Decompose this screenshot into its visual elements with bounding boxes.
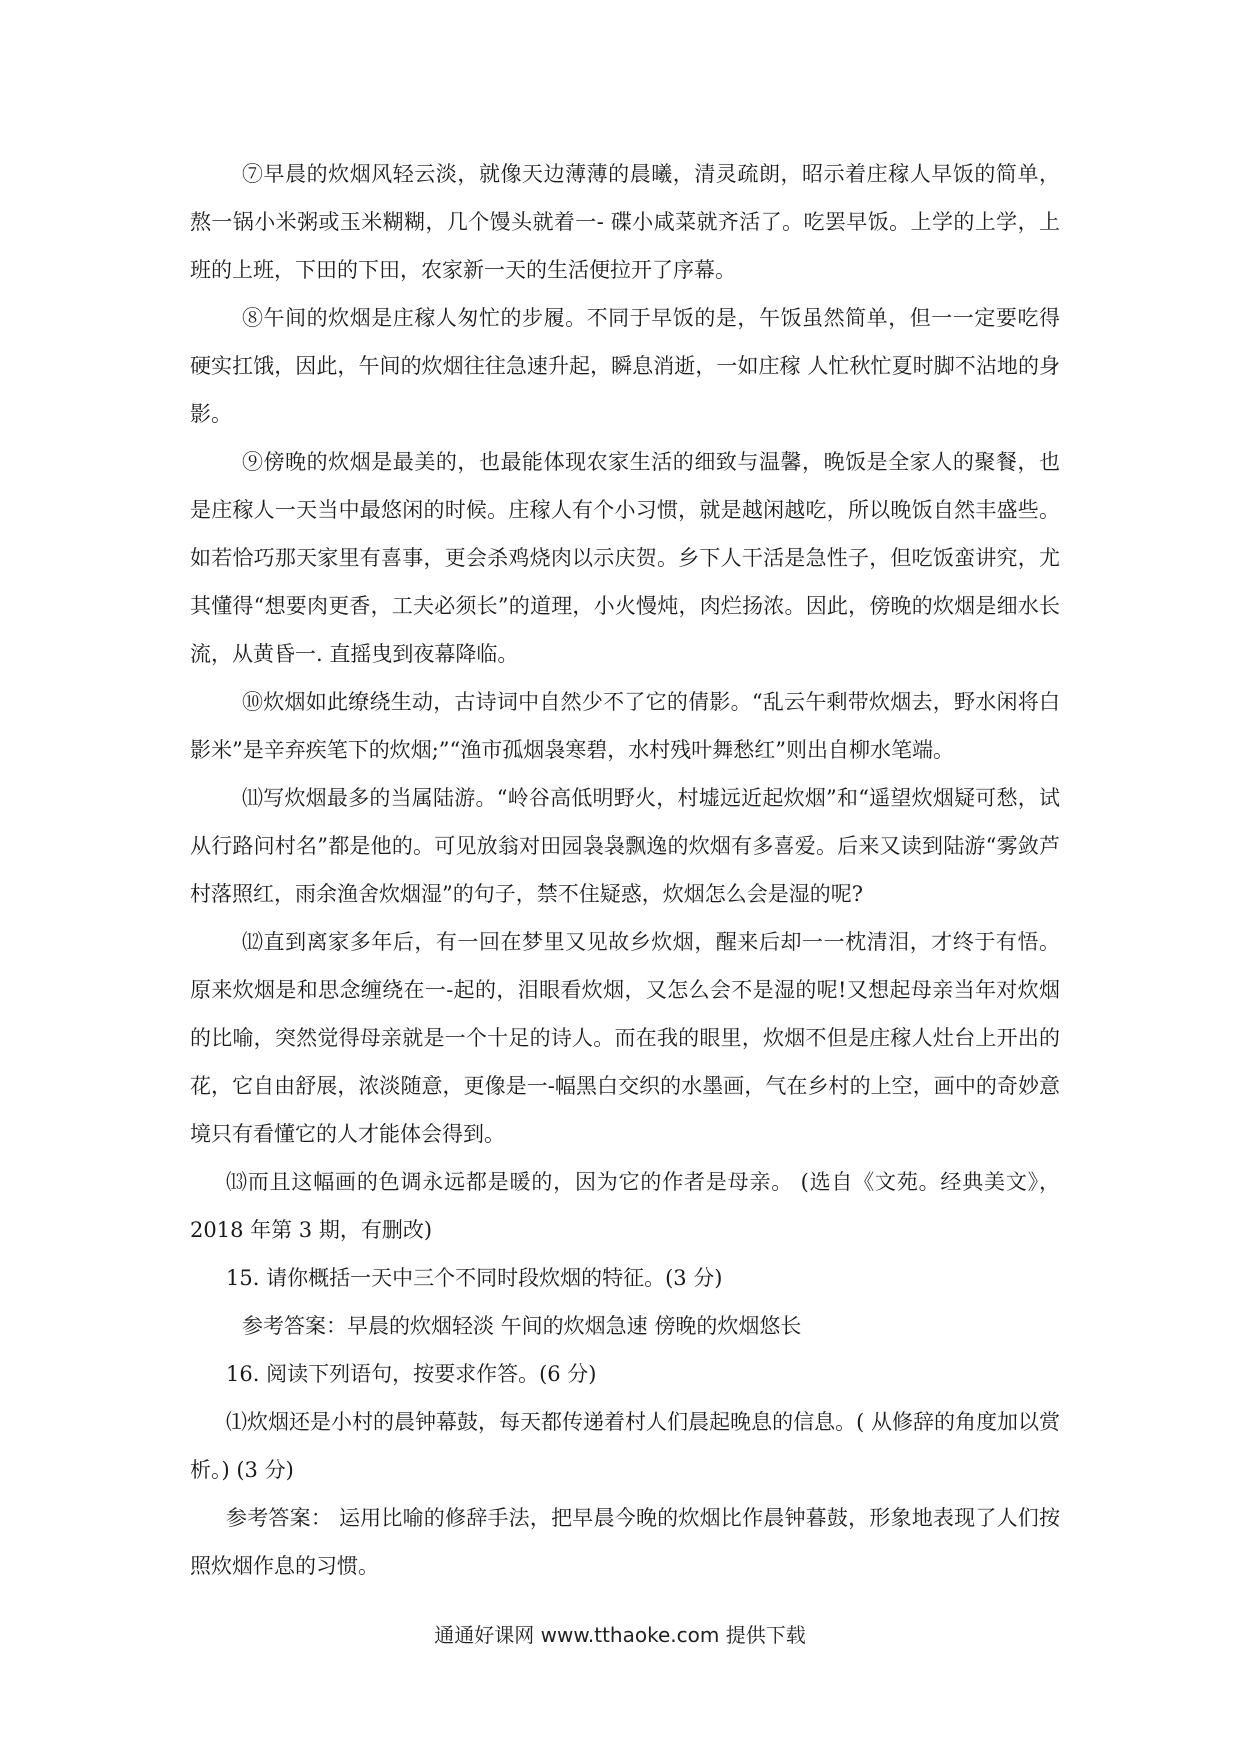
question-15: 15. 请你概括一天中三个不同时段炊烟的特征。(3 分) xyxy=(226,1266,723,1290)
paragraph-11: ⑾写炊烟最多的当属陆游。“岭谷高低明野火，村墟远近起炊烟”和“遥望炊烟疑可愁，试从行路问村名”都是他的。可见放翁对田园袅袅飘逸的炊烟有多喜爱。后来又读到陆游“雾敛芦村落照红，雨余渔舍炊烟湿”的句子，禁不住疑惑，炊烟怎么会是湿的呢? xyxy=(190,786,1060,906)
question-15-answer: 参考答案：早晨的炊烟轻淡 午间的炊烟急速 傍晚的炊烟悠长 xyxy=(242,1314,802,1338)
paragraph-8: ⑧午间的炊烟是庄稼人匆忙的步履。不同于早饭的是，午饭虽然简单，但一一定要吃得硬实扛饿，因此，午间的炊烟往往急速升起，瞬息消逝，一如庄稼 人忙秋忙夏时脚不沾地的身影。 xyxy=(190,306,1060,426)
page-footer: 通通好课网 www.tthaoke.com 提供下载 xyxy=(434,1623,806,1647)
paragraph-9: ⑨傍晚的炊烟是最美的，也最能体现农家生活的细致与温馨，晚饭是全家人的聚餐，也是庄稼人一天当中最悠闲的时候。庄稼人有个小习惯，就是越闲越吃，所以晚饭自然丰盛些。如若恰巧那天家里有喜事，更会杀鸡烧肉以示庆贺。乡下人干活是急性子，但吃饭蛮讲究，尤其懂得“想要肉更香，工夫必须长”的道理，小火慢炖，肉烂扬浓。因此，傍晚的炊烟是细水长流，从黄昏一. 直摇曳到夜幕降临。 xyxy=(190,450,1060,666)
question-16: 16. 阅读下列语句，按要求作答。(6 分) xyxy=(226,1362,597,1386)
question-16-1: ⑴炊烟还是小村的晨钟幕鼓，每天都传递着村人们晨起晚息的信息。( 从修辞的角度加以赏析。) (3 分) xyxy=(190,1410,1060,1482)
page-content xyxy=(190,150,1060,1590)
paragraph-12: ⑿直到离家多年后，有一回在梦里又见故乡炊烟，醒来后却一一枕清泪，才终于有悟。原来炊烟是和思念缠绕在一-起的，泪眼看炊烟，又怎么会不是湿的呢!又想起母亲当年对炊烟的比喻，突然觉得母亲就是一个十足的诗人。而在我的眼里，炊烟不但是庄稼人灶台上开出的花，它自由舒展，浓淡随意，更像是一-幅黑白交织的水墨画，气在乡村的上空，画中的奇妙意境只有看懂它的人才能体会得到。 xyxy=(190,930,1060,1146)
question-16-1-answer: 参考答案： 运用比喻的修辞手法，把早晨今晚的炊烟比作晨钟暮鼓，形象地表现了人们按照炊烟作息的习惯。 xyxy=(190,1506,1060,1578)
paragraph-13: ⒀而且这幅画的色调永远都是暖的，因为它的作者是母亲。 (选自《文苑。经典美文》，2018 年第 3 期，有删改) xyxy=(190,1170,1060,1242)
paragraph-10: ⑩炊烟如此缭绕生动，古诗词中自然少不了它的倩影。“乱云午剩带炊烟去，野水闲将白影米”是辛弃疾笔下的炊烟;”“渔市孤烟袅寒碧，水村残叶舞愁红”则出自柳水笔端。 xyxy=(190,690,1060,762)
paragraph-7: ⑦早晨的炊烟风轻云淡，就像天边薄薄的晨曦，清灵疏朗，昭示着庄稼人早饭的简单，熬一锅小米粥或玉米糊糊，几个馒头就着一- 碟小咸菜就齐活了。吃罢早饭。上学的上学，上班的上班，下田的下田，农家新一天的生活便拉开了序幕。 xyxy=(190,162,1060,282)
